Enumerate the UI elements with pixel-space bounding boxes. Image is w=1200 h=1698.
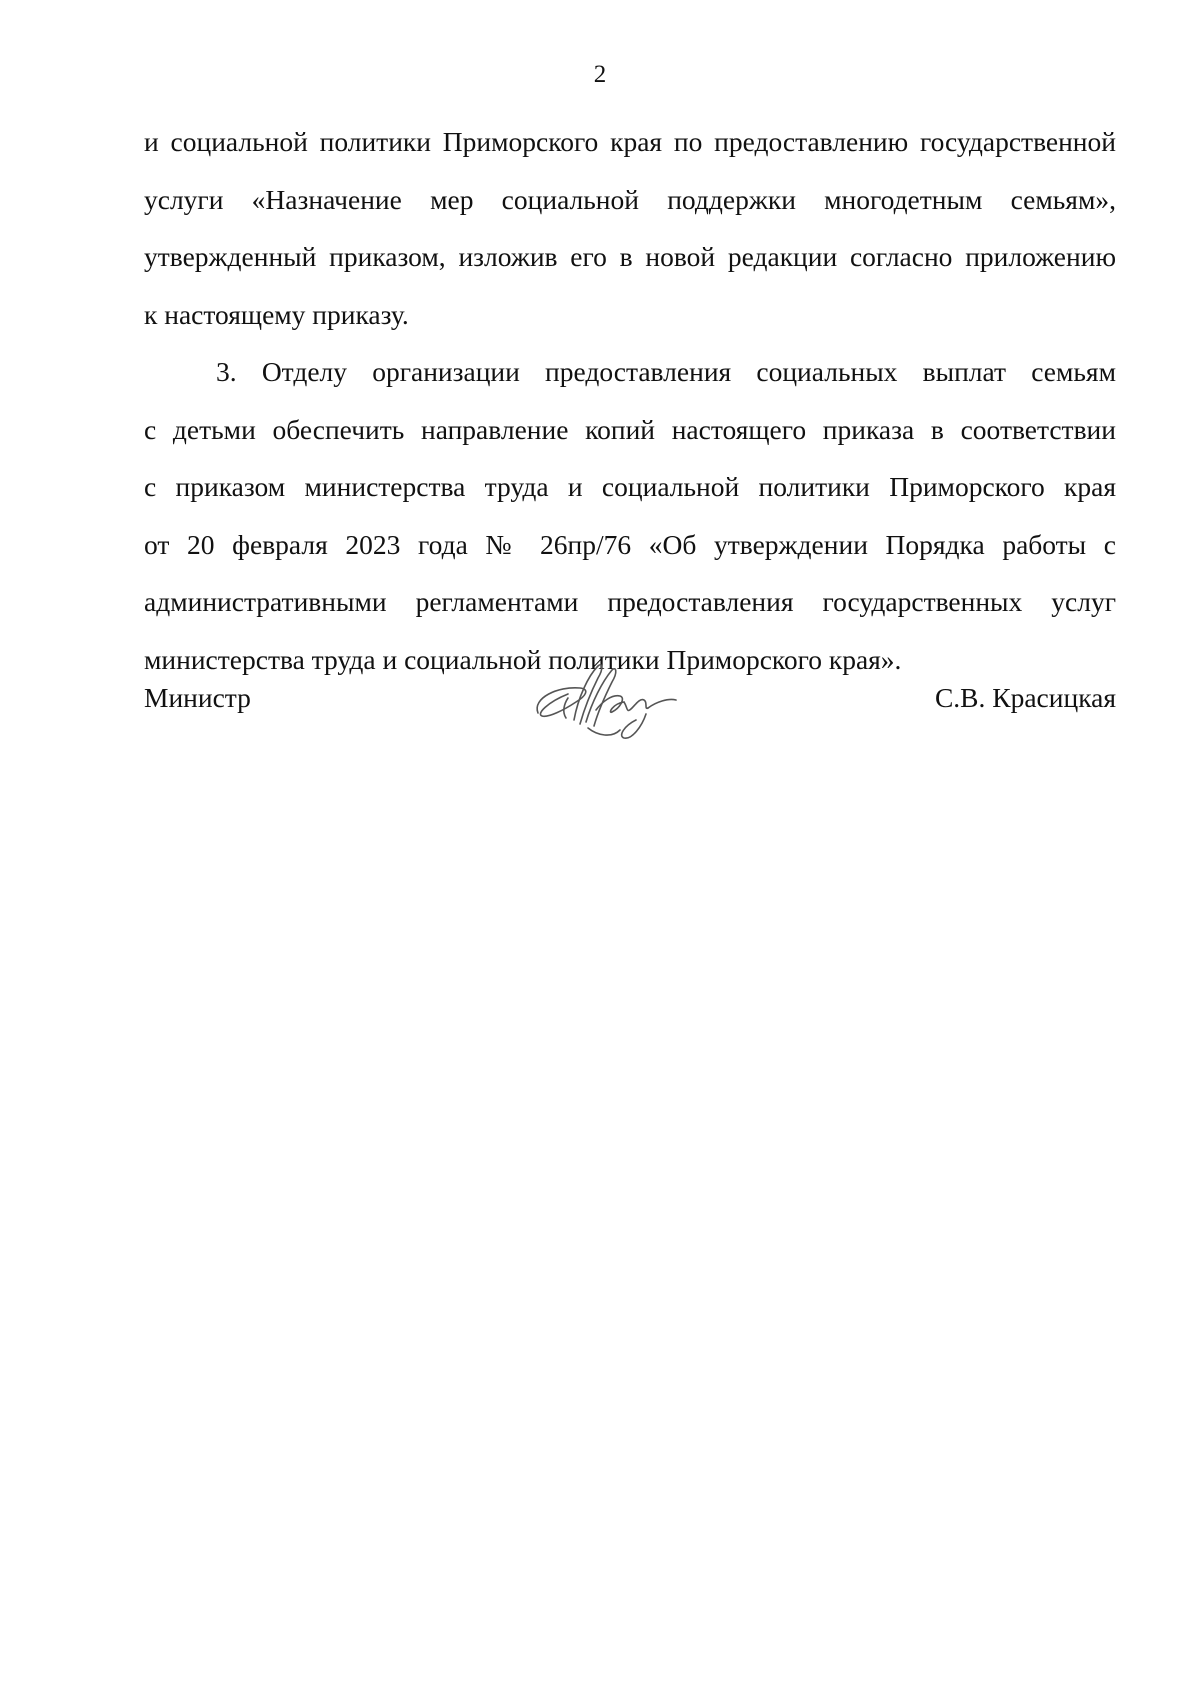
signature-block: [144, 668, 1116, 728]
document-body: [144, 113, 1116, 688]
paragraph-2-line-4: от 20 февраля 2023 года № 26пр/76 «Об утверждении Порядка работы с: [144, 528, 1116, 560]
paragraph-1-line-3: утвержденный приказом, изложив его в новой редакции согласно приложению: [144, 241, 1116, 272]
paragraph-2-line-3: с приказом министерства труда и социальной политики Приморского края: [144, 471, 1116, 502]
signatory-name: С.В. Красицкая: [934, 682, 1116, 713]
paragraph-2-line-1: 3. Отделу организации предоставления социальных выплат семьям: [216, 356, 1116, 387]
handwritten-signature-icon: [528, 658, 698, 748]
paragraph-1-line-4: к настоящему приказу.: [144, 298, 409, 330]
page-number: 2: [593, 61, 607, 88]
paragraph-2-line-5: административными регламентами предоставления государственных услуг: [144, 586, 1116, 617]
paragraph-2-line-6: министерства труда и социальной политики Приморского края».: [144, 643, 902, 675]
paragraph-1-line-1: и социальной политики Приморского края по предоставлению государственной: [144, 126, 1116, 157]
paragraph-2-line-2: с детьми обеспечить направление копий настоящего приказа в соответствии: [144, 413, 1116, 445]
signatory-title: Министр: [144, 682, 251, 713]
paragraph-1-line-2: услуги «Назначение мер социальной поддержки многодетным семьям»,: [144, 183, 1116, 215]
